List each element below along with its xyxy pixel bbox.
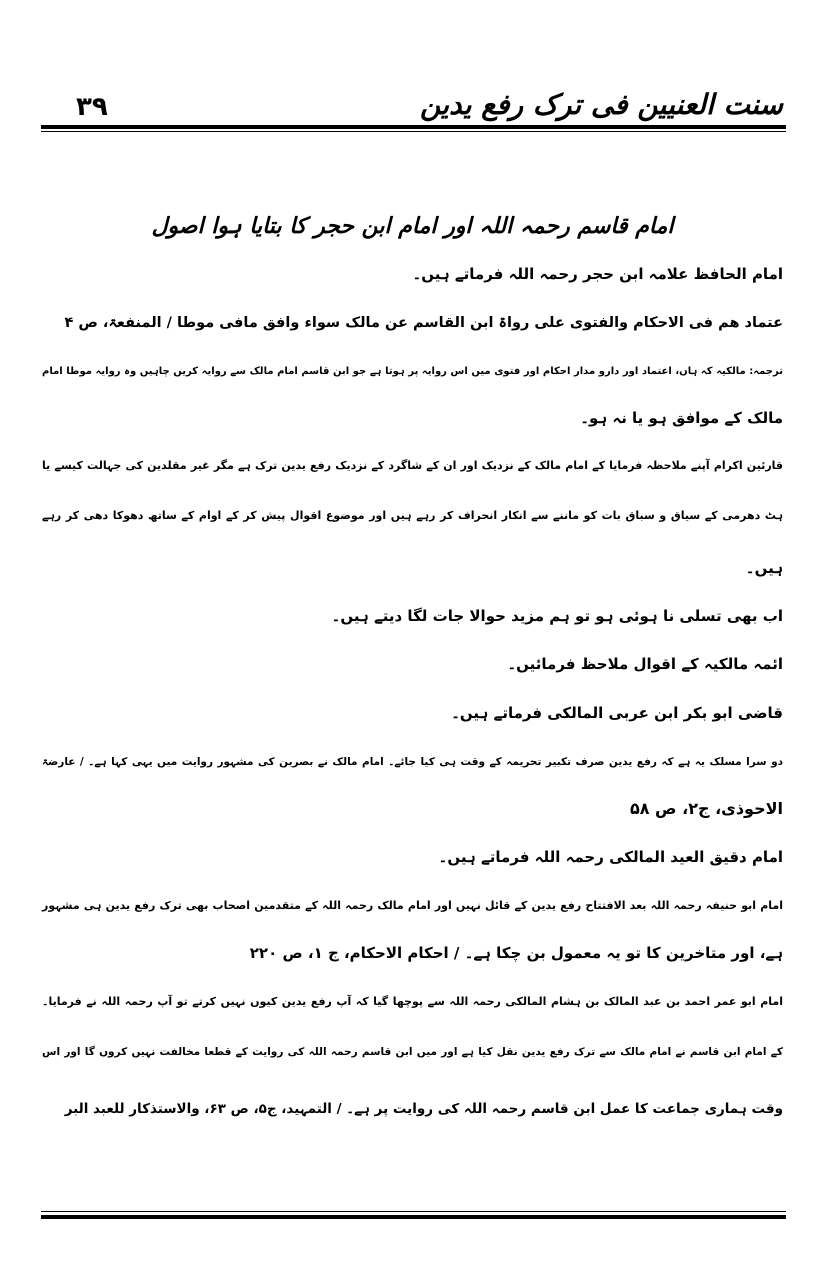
text-line: کے امام ابن قاسم نے امام مالک سے ترک رفع یدین نقل کیا ہے اور میں ابن قاسم رحمہ اللہ کی روایت کے قطعا مخالفت نہیں کروں گا اور اس [42, 1046, 783, 1058]
text-line: مالک کے موافق ہو یا نہ ہو۔ [580, 409, 783, 427]
text-line: قاضی ابو بکر ابن عربی المالکی فرماتے ہیں۔ [451, 704, 783, 722]
text-line: ہٹ دھرمی کے سیاق و سباق بات کو ماننے سے انکار انحراف کر رہے ہیں اور موضوع اقوال پیش کر کے اوام کے ساتھ دھوکا دھی کر رہے [42, 509, 783, 522]
text-line: اب بھی تسلی نا ہوئی ہو تو ہم مزید حوالا جات لگا دیتے ہیں۔ [331, 607, 783, 625]
text-line: ہیں۔ [745, 559, 783, 577]
page-number: ۳۹ [76, 92, 108, 122]
text-line: امام الحافظ علامہ ابن حجر رحمہ اللہ فرماتے ہیں۔ [412, 265, 783, 283]
text-line: ترجمہ: مالکیہ کہ ہاں، اعتماد اور دارو مدار احکام اور فتوی میں اس روایہ پر ہوتا ہے جو ابن قاسم امام مالک سے روایہ کریں چاہیں وہ روایہ موطا امام [42, 366, 783, 377]
text-line: ائمہ مالکیہ کے اقوال ملاحظ فرمائیں۔ [507, 655, 783, 673]
reference-line: الاحوذی، ج۲، ص ۵۸ [629, 799, 783, 818]
text-line: امام دقیق العید المالکی رحمہ اللہ فرماتے ہیں۔ [438, 848, 783, 866]
text-line: وقت ہماری جماعت کا عمل ابن قاسم رحمہ اللہ کی روایت پر ہے۔ / التمہید، ج۵، ص ۶۳، والاستذکار للعبد البر [64, 1101, 783, 1117]
book-title: سنت العنیین فی ترک رفع یدین [419, 88, 783, 121]
footer-rule-thick [41, 1215, 786, 1219]
footer-rule-thin [41, 1211, 786, 1212]
text-line: قارئین اکرام آپنے ملاحظہ فرمایا کے امام مالک کے نزدیک اور ان کے شاگرد کے نزدیک رفع یدین ترک ہے مگر غیر مقلدین کی جہالت کیسے یا [42, 459, 783, 472]
text-line: دو سرا مسلک یہ ہے کہ رفع یدین صرف تکبیر تحریمہ کے وقت ہی کیا جائے۔ امام مالک نے بصرین کی مشہور روایت میں یہی کہا ہے۔ / عارضۃ [42, 756, 783, 768]
header-rule-thin [41, 131, 786, 132]
text-line: امام ابو حنیفہ رحمہ اللہ بعد الافتتاح رفع یدین کے قائل نہیں اور امام مالک رحمہ اللہ کے متقدمین اصحاب بھی ترک رفع یدین ہی مشہور [42, 899, 783, 912]
text-line: ہے، اور متاخرین کا تو یہ معمول بن چکا ہے۔ / احکام الاحکام، ج ۱، ص ۲۲۰ [249, 944, 783, 962]
header-rule-thick [41, 125, 786, 129]
section-title: امام قاسم رحمہ اللہ اور امام ابن حجر کا بتایا ہوا اصول [151, 214, 674, 239]
text-line: امام ابو عمر احمد بن عبد المالک بن ہشام المالکی رحمہ اللہ سے پوچھا گیا کہ آپ رفع یدین کیوں نہیں کرتے تو آپ رحمہ اللہ نے فرمایا۔ [42, 995, 783, 1008]
text-line: عتماد ھم فی الاحکام والفتوی علی رواۃ ابن القاسم عن مالک سواء وافق مافی موطا / المنفعۃ، ص ۴ [64, 315, 783, 331]
